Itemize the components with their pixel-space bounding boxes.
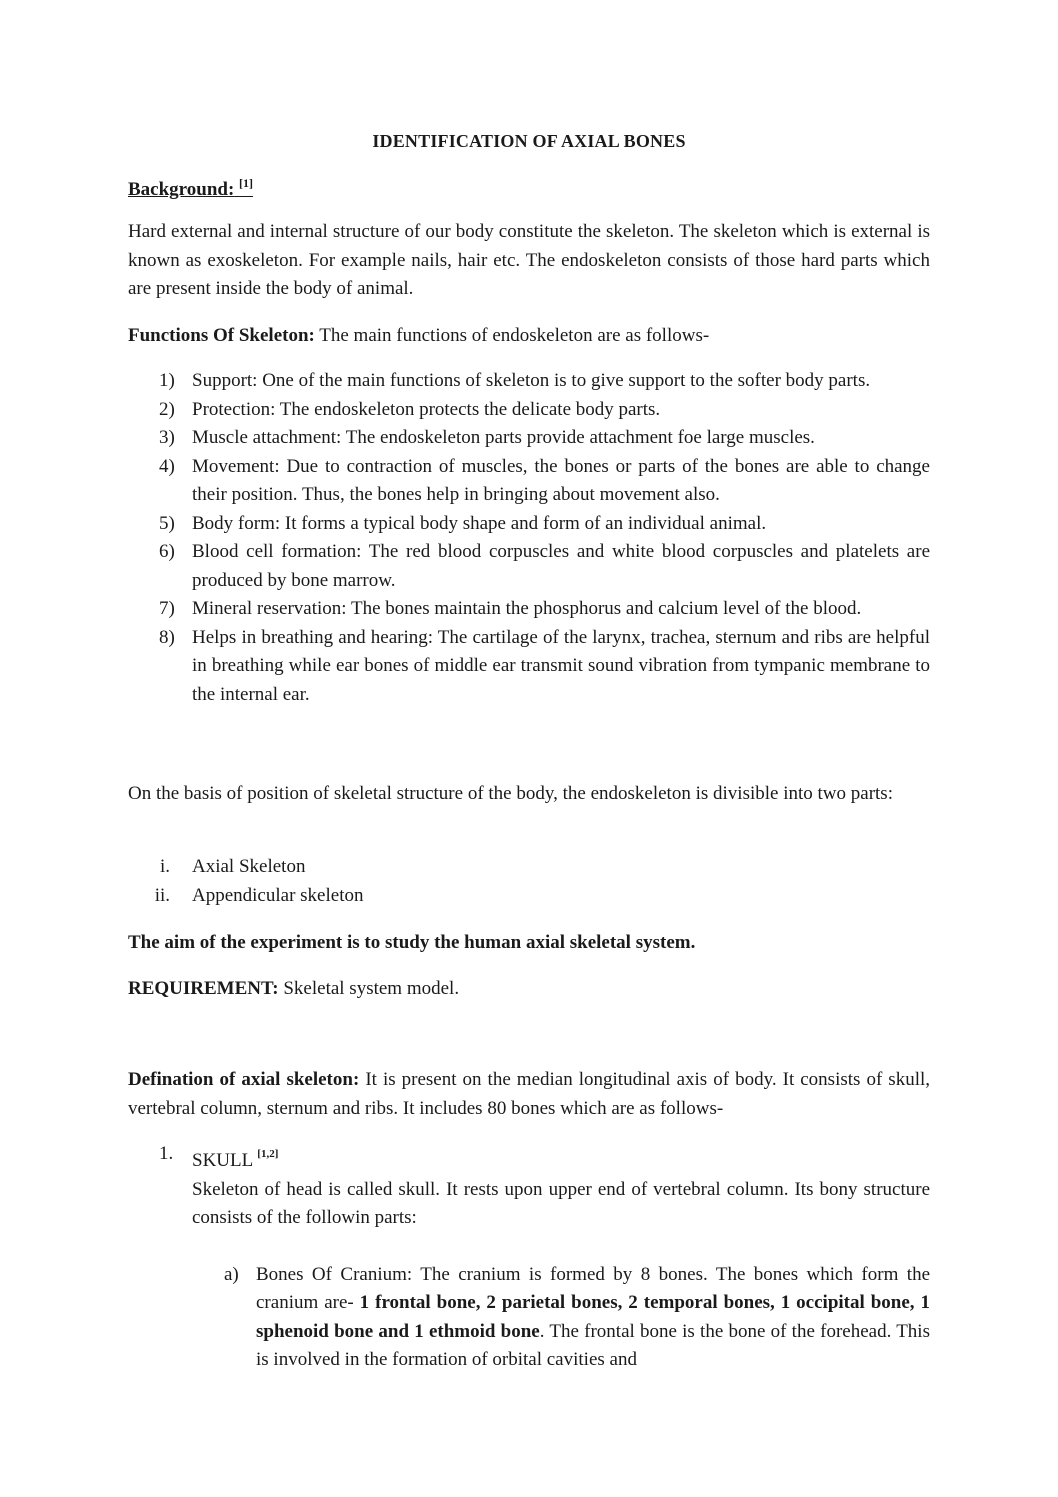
list-number: 1. xyxy=(159,1143,174,1164)
list-number: 7) xyxy=(159,598,175,619)
list-text: Axial Skeleton xyxy=(192,856,306,877)
list-text: Muscle attachment: The endoskeleton parts provide attachment foe large muscles. xyxy=(192,427,815,448)
definition-text: It is present on the median longitudinal axis of body. It consists of skull, vertebral column, sternum and ribs. It includes 80 bones which are as follows- xyxy=(128,1069,930,1119)
list-text: Movement: Due to contraction of muscles, the bones or parts of the bones are able to change their position. Thus, the bones help in bringing about movement also. xyxy=(192,455,930,505)
background-heading xyxy=(128,176,253,201)
skull-heading-text: SKULL xyxy=(192,1150,253,1171)
list-item xyxy=(128,882,930,911)
requirement-line xyxy=(128,975,930,1004)
aim-statement: The aim of the experiment is to study the human axial skeletal system. xyxy=(128,932,696,953)
list-text: Blood cell formation: The red blood corpuscles and white blood corpuscles and platelets are produced by bone marrow. xyxy=(192,541,930,591)
functions-intro-text: The main functions of endoskeleton are as follows- xyxy=(314,325,710,346)
list-item xyxy=(128,453,930,510)
skull-section xyxy=(128,1140,930,1375)
list-item xyxy=(128,424,930,453)
list-number: 5) xyxy=(159,512,175,534)
list-text: Mineral reservation: The bones maintain the phosphorus and calcium level of the blood. xyxy=(192,598,862,619)
functions-list xyxy=(128,367,930,709)
list-item xyxy=(128,853,930,882)
list-text: Appendicular skeleton xyxy=(192,884,364,906)
skull-paragraph: Skeleton of head is called skull. It rests upon upper end of vertebral column. Its bony structure consists of the followin parts: xyxy=(192,1178,930,1228)
division-paragraph: On the basis of position of skeletal structure of the body, the endoskeleton is divisible into two parts: xyxy=(128,783,893,804)
list-number: 1) xyxy=(159,370,175,391)
list-number: 6) xyxy=(159,541,175,562)
list-number: i. xyxy=(159,856,170,877)
division-list xyxy=(128,853,930,910)
list-number: 8) xyxy=(159,626,175,648)
cranium-item xyxy=(128,1261,930,1375)
skull-reference: [1,2] xyxy=(257,1148,279,1160)
cranium-bones-list: 1 frontal bone, 2 parietal bones, 2 temporal bones, 1 occipital bone, 1 sphenoid bone and 1 ethmoid bone xyxy=(256,1292,930,1342)
skull-heading xyxy=(128,1140,930,1176)
functions-label: Functions Of Skeleton: xyxy=(128,325,315,346)
background-heading-label: Background: xyxy=(128,179,235,200)
list-number: 4) xyxy=(159,455,175,477)
list-number: a) xyxy=(224,1263,239,1285)
definition-label: Defination of axial skeleton: xyxy=(128,1069,360,1090)
list-item xyxy=(128,396,930,425)
list-number: 2) xyxy=(159,398,175,420)
list-text: Support: One of the main functions of skeleton is to give support to the softer body parts. xyxy=(192,370,871,391)
background-reference: [1] xyxy=(239,176,254,190)
list-item xyxy=(128,538,930,595)
page-title: IDENTIFICATION OF AXIAL BONES xyxy=(372,131,686,151)
list-item xyxy=(128,367,930,396)
requirement-text: Skeletal system model. xyxy=(278,978,460,999)
list-item xyxy=(128,624,930,710)
functions-intro xyxy=(128,322,930,351)
list-item xyxy=(128,595,930,624)
list-text: Body form: It forms a typical body shape and form of an individual animal. xyxy=(192,512,767,534)
list-number: 3) xyxy=(159,427,175,448)
list-text: Protection: The endoskeleton protects the delicate body parts. xyxy=(192,398,661,420)
background-paragraph: Hard external and internal structure of our body constitute the skeleton. The skeleton which is external is known as exoskeleton. For example nails, hair etc. The endoskeleton consists of those hard parts which are present inside the body of animal. xyxy=(128,221,930,299)
cranium-text-continued: . The frontal bone is the bone of the forehead. This is involved in the formation of orbital cavities and xyxy=(256,1320,930,1370)
requirement-label: REQUIREMENT: xyxy=(128,978,279,999)
list-text: Helps in breathing and hearing: The cartilage of the larynx, trachea, sternum and ribs are helpful in breathing while ear bones of middle ear transmit sound vibration from tympanic membrane to the internal ear. xyxy=(192,626,930,705)
list-number: ii. xyxy=(154,884,170,906)
cranium-text: Bones Of Cranium: The cranium is formed by 8 bones. The bones which form the cranium are- xyxy=(256,1263,930,1313)
definition-paragraph xyxy=(128,1066,930,1123)
list-item xyxy=(128,510,930,539)
